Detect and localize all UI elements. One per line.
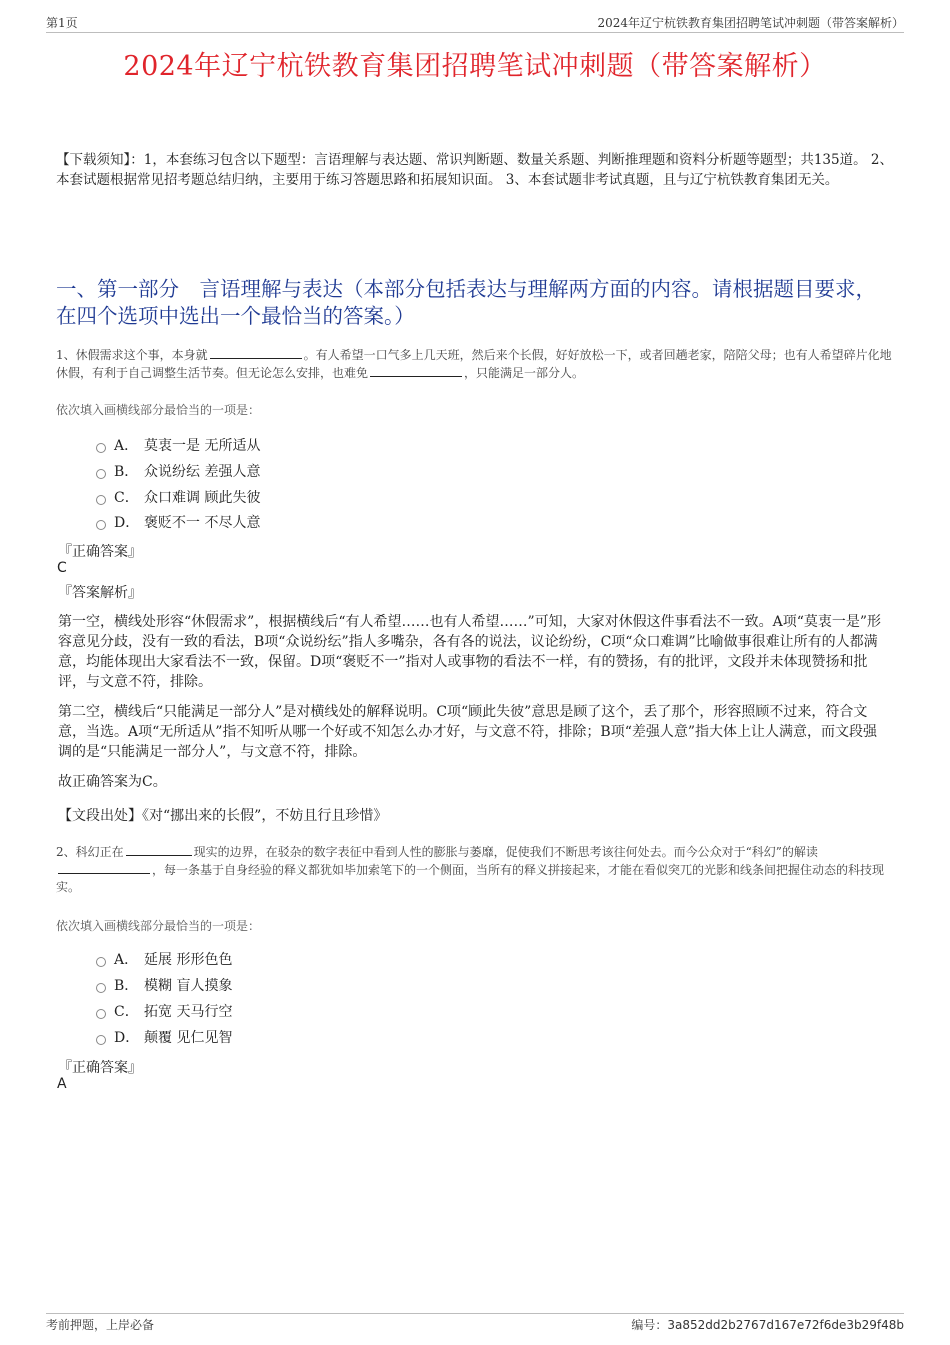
analysis-paragraph-1: 第一空，横线处形容“休假需求”，根据横线后“有人希望……也有人希望……”可知，大家对休假这件事看法不一致。A项“莫衷一是”形容意见分歧，没有一致的看法，B项“众说纷纭”指人多嘴杂，各有各的说法，议论纷纷，C项“众口难调”比喻做事很难让所有的人都满意，均能体现出大家看法不一致，保留。D项“褒贬不一”指对人或事物的看法不一样，有的赞扬，有的批评，文段并未体现赞扬和批评，与文意不符，排除。 (58, 614, 882, 690)
radio-icon[interactable] (96, 1035, 106, 1045)
question-1-option-b[interactable]: B． 众说纷纭 差强人意 (96, 462, 260, 482)
footer-slogan: 考前押题，上岸必备 (46, 1318, 155, 1332)
radio-icon[interactable] (96, 983, 106, 993)
answer-blank (126, 843, 192, 856)
question-2-option-a[interactable]: A． 延展 形形色色 (96, 950, 232, 970)
document-id: 编号：3a852dd2b2767d167e72f6de3b29f48b (631, 1318, 904, 1332)
answer-blank (370, 364, 462, 377)
question-2-option-d[interactable]: D． 颠覆 见仁见智 (96, 1028, 232, 1048)
question-2-stem: 2、科幻正在 现实的边界，在驳杂的数字表征中看到人性的膨胀与萎靡，促使我们不断思考该往何处去。而今公众对于“科幻”的解读，每一条基于自身经验的释义都犹如毕加索笔下的一个侧面，当所有的释义拼接起来，才能在看似突兀的光影和线条间把握住动态的科技现实。 (56, 845, 885, 894)
radio-icon[interactable] (96, 495, 106, 505)
answer-blank (58, 861, 150, 874)
page-footer (46, 1313, 904, 1334)
radio-icon[interactable] (96, 520, 106, 530)
correct-answer-label: 『正确答案』 (58, 1060, 142, 1076)
question-1-option-d[interactable]: D． 褒贬不一 不尽人意 (96, 513, 260, 533)
answer-blank (210, 346, 302, 359)
radio-icon[interactable] (96, 957, 106, 967)
question-1-option-a[interactable]: A． 莫衷一是 无所适从 (96, 436, 260, 456)
radio-icon[interactable] (96, 469, 106, 479)
analysis-label: 『答案解析』 (58, 585, 142, 601)
correct-answer-label: 『正确答案』 (58, 544, 142, 560)
download-notice: 【下载须知】：1，本套练习包含以下题型：言语理解与表达题、常识判断题、数量关系题、判断推理题和资料分析题等题型；共135道。 2、本套试题根据常见招考题总结归纳，主要用于练习答题思路和拓展知识面。 3、本套试题非考试真题，且与辽宁杭铁教育集团无关。 (56, 152, 893, 188)
passage-source: 【文段出处】《对“挪出来的长假”，不妨且行且珍惜》 (58, 808, 388, 824)
page-number: 第1页 (46, 16, 78, 30)
question-2-option-b[interactable]: B． 模糊 盲人摸象 (96, 976, 232, 996)
radio-icon[interactable] (96, 443, 106, 453)
analysis-paragraph-2: 第二空，横线后“只能满足一部分人”是对横线处的解释说明。C项“顾此失彼”意思是顾了这个，丢了那个，形容照顾不过来，符合文意，当选。A项“无所适从”指不知听从哪一个好或不知怎么办才好，与文意不符，排除；B项“差强人意”指大体上让人满意，而文段强调的是“只能满足一部分人”，与文意不符，排除。 (58, 704, 878, 760)
question-2-prompt: 依次填入画横线部分最恰当的一项是： (56, 919, 261, 933)
page-title: 2024年辽宁杭铁教育集团招聘笔试冲刺题（带答案解析） (123, 51, 827, 82)
analysis-conclusion: 故正确答案为C。 (58, 774, 167, 790)
question-1-stem: 1、休假需求这个事，本身就 。有人希望一口气多上几天班，然后来个长假，好好放松一下，或者回趟老家，陪陪父母；也有人希望碎片化地休假，有利于自己调整生活节奏。但无论怎么安排，也难免 ，只能满足一部分人。 (56, 348, 892, 380)
correct-answer: C (57, 560, 67, 576)
question-2-option-c[interactable]: C． 拓宽 天马行空 (96, 1002, 232, 1022)
page-header (46, 14, 904, 33)
correct-answer: A (57, 1076, 67, 1092)
question-1-prompt: 依次填入画横线部分最恰当的一项是： (56, 403, 261, 417)
section-heading: 一、第一部分 言语理解与表达（本部分包括表达与理解两方面的内容。请根据题目要求，在四个选项中选出一个最恰当的答案。） (56, 277, 876, 328)
header-doc-title: 2024年辽宁杭铁教育集团招聘笔试冲刺题（带答案解析） (597, 16, 904, 30)
question-1-option-c[interactable]: C． 众口难调 顾此失彼 (96, 488, 260, 508)
radio-icon[interactable] (96, 1009, 106, 1019)
